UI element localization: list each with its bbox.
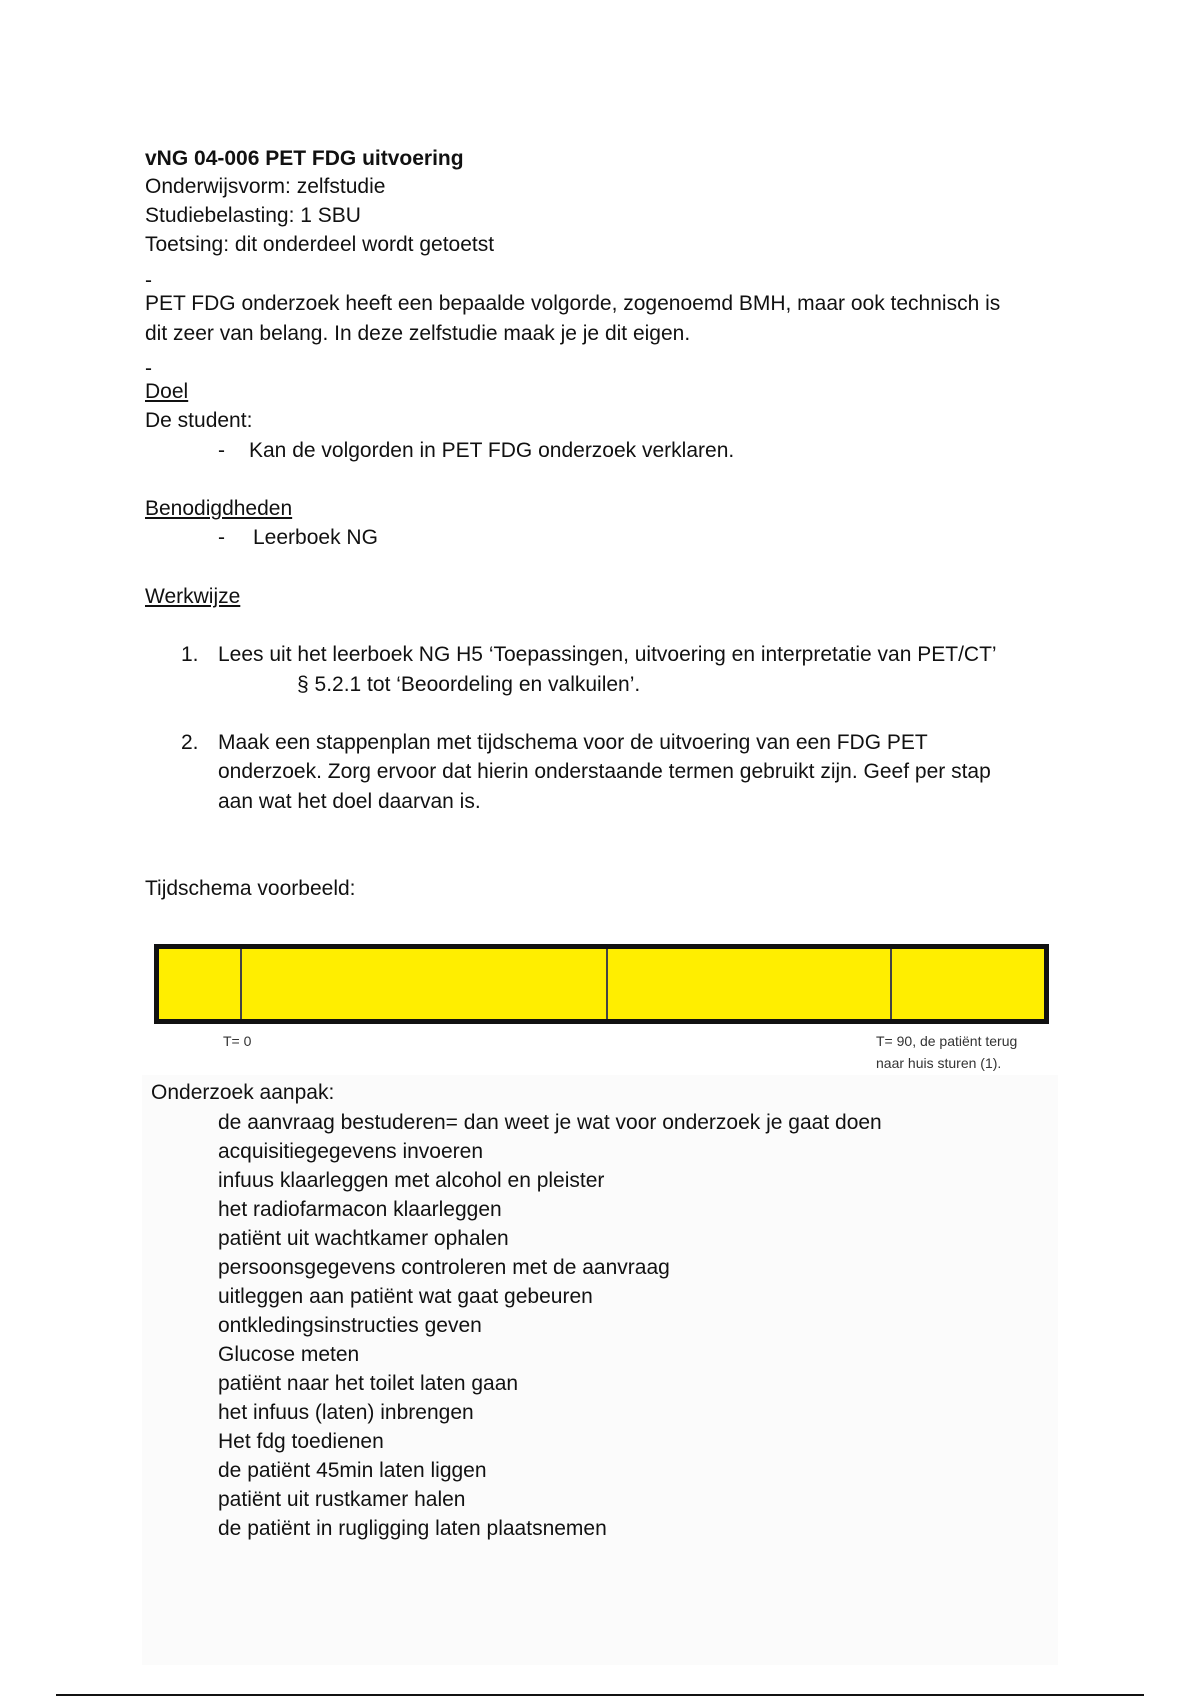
bottom-rule (56, 1694, 1144, 1696)
aanpak-item: uitleggen aan patiënt wat gaat gebeuren (218, 1285, 593, 1308)
aanpak-item: persoonsgegevens controleren met de aanvraag (218, 1256, 670, 1279)
doel-heading: Doel (145, 380, 189, 403)
timeline-divider (240, 949, 242, 1019)
aanpak-heading: Onderzoek aanpak: (151, 1081, 335, 1104)
doel-item: Kan de volgorden in PET FDG onderzoek verklaren. (249, 439, 735, 462)
timeline-bar (154, 944, 1049, 1024)
step-line: § 5.2.1 tot ‘Beoordeling en valkuilen’. (297, 673, 641, 696)
aanpak-item: het infuus (laten) inbrengen (218, 1401, 474, 1424)
timeline-end-label: naar huis sturen (1). (876, 1055, 1002, 1071)
benodigdheden-item: Leerboek NG (253, 526, 378, 549)
timeline-divider (890, 949, 892, 1019)
step-line: Maak een stappenplan met tijdschema voor de uitvoering van een FDG PET (218, 731, 928, 754)
timeline-end-label: T= 90, de patiënt terug (876, 1033, 1018, 1049)
aanpak-item: Het fdg toedienen (218, 1430, 384, 1453)
aanpak-item: ontkledingsinstructies geven (218, 1314, 482, 1337)
toetsing-line: Toetsing: dit onderdeel wordt getoetst (145, 233, 495, 256)
step-number: 1. (181, 643, 199, 666)
aanpak-item: infuus klaarleggen met alcohol en pleister (218, 1169, 605, 1192)
intro-line: dit zeer van belang. In deze zelfstudie maak je je dit eigen. (145, 322, 691, 345)
studiebelasting-line: Studiebelasting: 1 SBU (145, 204, 361, 227)
timeline-start-label: T= 0 (223, 1033, 252, 1049)
document-title: vNG 04-006 PET FDG uitvoering (145, 147, 464, 170)
werkwijze-heading: Werkwijze (145, 585, 241, 608)
aanpak-item: patiënt naar het toilet laten gaan (218, 1372, 519, 1395)
step-line: onderzoek. Zorg ervoor dat hierin onderstaande termen gebruikt zijn. Geef per stap (218, 760, 991, 783)
doel-subheading: De student: (145, 409, 253, 432)
aanpak-item: patiënt uit wachtkamer ophalen (218, 1227, 509, 1250)
benodigdheden-heading: Benodigdheden (145, 497, 293, 520)
aanpak-item: het radiofarmacon klaarleggen (218, 1198, 502, 1221)
intro-marker: - (145, 357, 152, 380)
intro-line: PET FDG onderzoek heeft een bepaalde volgorde, zogenoemd BMH, maar ook technisch is (145, 292, 1001, 315)
aanpak-item: Glucose meten (218, 1343, 360, 1366)
aanpak-item: patiënt uit rustkamer halen (218, 1488, 466, 1511)
step-line: aan wat het doel daarvan is. (218, 790, 481, 813)
timeline-divider (606, 949, 608, 1019)
intro-marker: - (145, 269, 152, 292)
aanpak-item: de patiënt 45min laten liggen (218, 1459, 487, 1482)
step-number: 2. (181, 731, 199, 754)
benodigdheden-bullet: - (218, 526, 225, 549)
step-line: Lees uit het leerboek NG H5 ‘Toepassingen, uitvoering en interpretatie van PET/CT’ (218, 643, 997, 666)
aanpak-item: de aanvraag bestuderen= dan weet je wat voor onderzoek je gaat doen (218, 1111, 882, 1134)
aanpak-item: acquisitiegegevens invoeren (218, 1140, 484, 1163)
onderwijsvorm-line: Onderwijsvorm: zelfstudie (145, 175, 386, 198)
doel-bullet: - (218, 439, 225, 462)
aanpak-item: de patiënt in rugligging laten plaatsnemen (218, 1517, 607, 1540)
timeline-label: Tijdschema voorbeeld: (145, 877, 356, 900)
